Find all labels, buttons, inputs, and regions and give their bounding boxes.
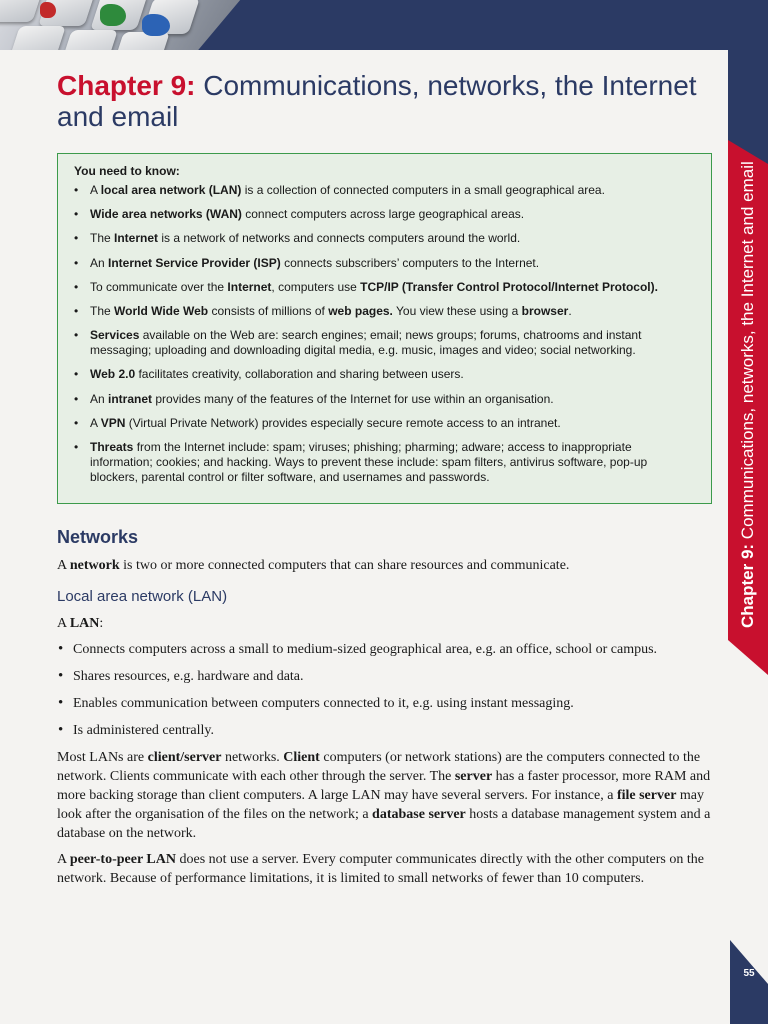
text-segment: available on the Web are: search engines; email; news groups; forums, chatrooms and instant messaging; uploading and downloading digital media, e.g. music, images and video; social networking.	[90, 328, 642, 358]
know-list-item	[74, 440, 695, 485]
text-segment: is two or more connected computers that can share resources and communicate.	[119, 558, 570, 573]
bold-term: peer-to-peer LAN	[69, 852, 176, 867]
networks-heading: Networks	[57, 527, 139, 547]
bold-term: browser	[521, 303, 569, 318]
lan-lead	[57, 614, 712, 633]
lan-heading: Local area network (LAN)	[57, 588, 228, 605]
map-blue	[142, 14, 170, 36]
bold-term: intranet	[108, 391, 153, 406]
keyboard-photo	[0, 0, 255, 50]
bold-term: server	[454, 769, 493, 784]
text-segment: An	[90, 391, 109, 406]
know-list-item	[74, 367, 695, 382]
bold-term: LAN	[69, 616, 100, 631]
bold-term: local area network (LAN)	[100, 183, 242, 197]
lan-bullet-item: • Enables communication between computers connected to it, e.g. using instant messaging.	[57, 694, 712, 713]
side-tab-text: Chapter 9: Communications, networks, the Internet and email	[738, 161, 757, 628]
key-shape	[0, 0, 44, 22]
bold-term: web pages.	[328, 303, 393, 318]
bold-term: Internet Service Provider (ISP)	[108, 255, 281, 270]
peer-to-peer-paragraph	[57, 850, 712, 888]
know-list	[74, 183, 695, 485]
body-content	[57, 528, 712, 895]
bold-term: VPN	[100, 415, 126, 430]
text-segment: .	[568, 303, 572, 318]
bold-term: file server	[616, 788, 677, 803]
chapter-title	[57, 70, 697, 132]
text-segment: A	[57, 852, 70, 867]
text-segment: does not use a server. Every computer communicates directly with the other computers on the network. Because of performance limitations, it is limited to small networks of fewer than 10 computers.	[57, 852, 704, 886]
bold-term: Internet	[114, 231, 159, 246]
know-list-item	[74, 416, 695, 431]
know-list-item	[74, 256, 695, 271]
text-segment: networks.	[221, 750, 284, 765]
bold-term: Client	[283, 750, 320, 765]
text-segment: To communicate over the	[90, 279, 228, 294]
know-list-item	[74, 280, 695, 295]
bold-term: World Wide Web	[114, 303, 209, 318]
bold-term: client/server	[147, 750, 222, 765]
text-segment: is a collection of connected computers in a small geographical area.	[241, 183, 605, 197]
bold-term: database server	[372, 807, 466, 822]
chapter-number: Chapter 9:	[57, 70, 196, 101]
bold-term: Services	[90, 328, 140, 343]
text-segment: computers (or network stations) are the computers connected to the network. Clients communicate with each other through the server. The	[57, 750, 701, 784]
text-segment: facilitates creativity, collaboration and sharing between users.	[135, 367, 464, 382]
text-segment: You view these using a	[392, 303, 522, 318]
lan-bullet-item: • Shares resources, e.g. hardware and data.	[57, 667, 712, 686]
you-need-to-know-box	[57, 153, 712, 504]
bold-term: Threats	[90, 439, 134, 454]
lan-bullet-item: • Is administered centrally.	[57, 721, 712, 740]
know-list-item	[74, 304, 695, 319]
key-shape	[8, 26, 66, 50]
know-list-item	[74, 231, 695, 246]
text-segment: The	[90, 231, 115, 246]
client-server-paragraph	[57, 748, 712, 843]
text-segment: connect computers across large geographical areas.	[241, 207, 525, 222]
map-green	[100, 4, 126, 26]
bold-term: TCP/IP (Transfer Control Protocol/Internet Protocol).	[360, 279, 658, 294]
bold-term: Wide area networks (WAN)	[90, 207, 242, 222]
bold-term: network	[69, 558, 120, 573]
know-list-item	[74, 183, 695, 198]
text-segment: (Virtual Private Network) provides especially secure remote access to an intranet.	[125, 415, 561, 430]
text-segment: A	[90, 415, 101, 430]
know-list-item	[74, 207, 695, 222]
text-segment: A	[57, 616, 70, 631]
text-segment: may look after the organisation of the files on the network; a	[57, 788, 705, 822]
bold-term: Web 2.0	[90, 367, 136, 382]
lan-bullet-list	[57, 640, 712, 740]
text-segment: consists of millions of	[208, 303, 329, 318]
know-list-item	[74, 392, 695, 407]
bold-term: Internet	[227, 279, 272, 294]
text-segment: Most LANs are	[57, 750, 148, 765]
text-segment: A	[90, 183, 101, 197]
text-segment: is a network of networks and connects computers around the world.	[158, 231, 521, 246]
key-shape	[60, 30, 118, 50]
text-segment: :	[99, 616, 104, 631]
text-segment: A	[57, 558, 70, 573]
page-corner-tab	[730, 940, 768, 1024]
text-segment: has a faster processor, more RAM and more backing storage than client computers. A large LAN may have several servers. For instance, a	[57, 769, 711, 803]
know-list-item	[74, 328, 695, 358]
chapter-name: Communications, networks, the Internet and email	[57, 70, 697, 132]
text-segment: provides many of the features of the Internet for use within an organisation.	[152, 391, 554, 406]
networks-intro	[57, 556, 712, 575]
text-segment: hosts a database management system and a database on the network.	[57, 807, 711, 841]
text-segment: The	[90, 303, 115, 318]
text-segment: from the Internet include: spam; viruses; phishing; pharming; adware; access to inappropriate information; cookies; and hacking. Ways to prevent these include: spam filters, antivirus software, pop-up blockers, parental control or filter software, and usernames and passwords.	[90, 439, 648, 484]
text-segment: An	[90, 255, 109, 270]
map-red	[40, 2, 56, 18]
text-segment: , computers use	[271, 279, 361, 294]
page-number: 55	[743, 968, 755, 979]
know-box-title: You need to know:	[74, 164, 180, 178]
lan-bullet-item: • Connects computers across a small to medium-sized geographical area, e.g. an office, school or campus.	[57, 640, 712, 659]
text-segment: connects subscribers’ computers to the Internet.	[280, 255, 540, 270]
